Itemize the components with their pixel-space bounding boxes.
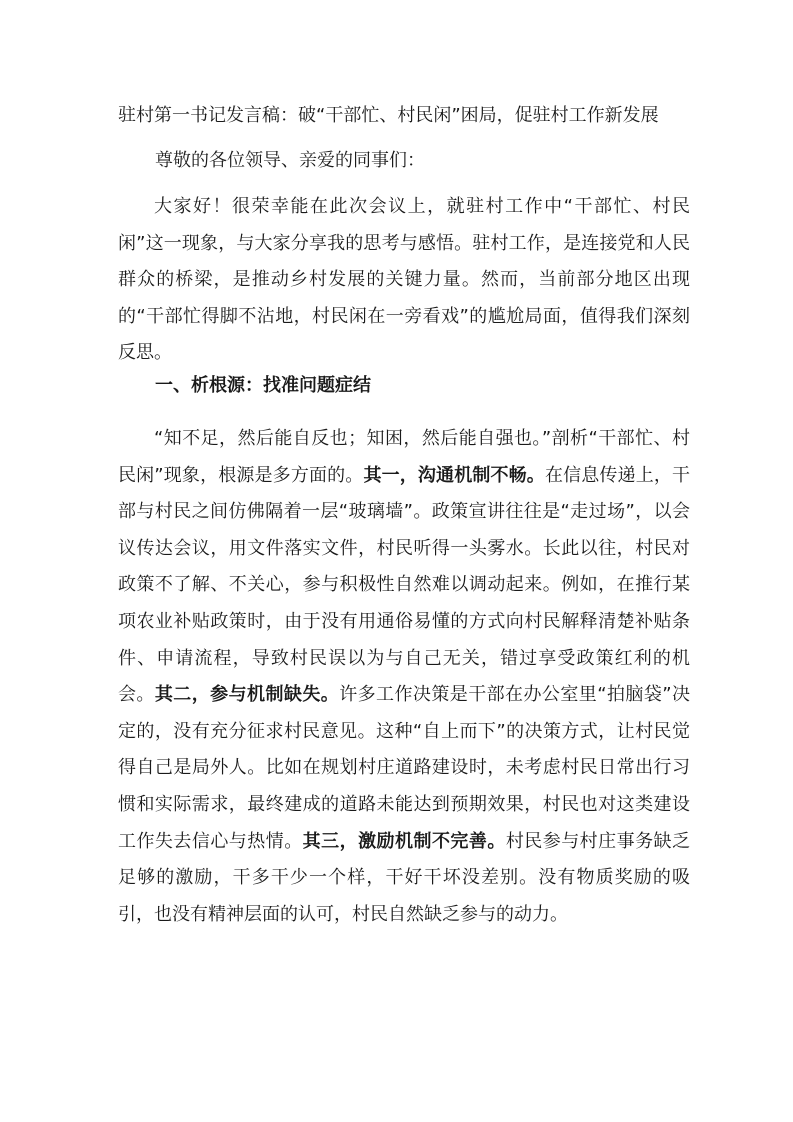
salutation: 尊敬的各位领导、亲爱的同事们： <box>155 150 425 171</box>
document-title: 驻村第一书记发言稿：破“干部忙、村民闲”困局，促驻村工作新发展 <box>118 105 659 126</box>
point-3-title: 其三，激励机制不完善。 <box>302 830 506 852</box>
point-2-title: 其二，参与机制缺失。 <box>154 684 340 706</box>
intro-paragraph: 大家好！很荣幸能在此次会议上，就驻村工作中“干部忙、村民闲”这一现象，与大家分享我的思考与感悟。驻村工作，是连接党和人民群众的桥梁，是推动乡村发展的关键力量。然而，当前部分地区出现的“干部忙得脚不沾地，村民闲在一旁看戏”的尴尬局面，值得我们深刻反思。 <box>118 196 690 364</box>
point-1-text: 在信息传递上，干部与村民之间仿佛隔着一层“玻璃墙”。政策宣讲往往是“走过场”，以会议传达会议，用文件落实文件，村民听得一头雾水。长此以往，村民对政策不了解、不关心，参与积极性自然难以调动起来。例如，在推行某项农业补贴政策时，由于没有用通俗易懂的方式向村民解释清楚补贴条件、申请流程，导致村民误以为与自己无关，错过享受政策红利的机会。 <box>118 464 691 706</box>
point-2-text: 许多工作决策是干部在办公室里“拍脑袋”决定的，没有充分征求村民意见。这种“自上而下”的决策方式，让村民觉得自己是局外人。比如在规划村庄道路建设时，未考虑村民日常出行习惯和实际需求，最终建成的道路未能达到预期效果，村民也对这类建设工作失去信心与热情。 <box>118 684 691 852</box>
section-paragraph <box>118 421 690 933</box>
section-lead: “知不足，然后能自反也；知困，然后能自强也。”剖析“干部忙、村民闲”现象，根源是多方面的。 <box>118 428 690 486</box>
point-1-title: 其一，沟通机制不畅。 <box>363 464 545 486</box>
point-3-text: 村民参与村庄事务缺乏足够的激励，干多干少一个样，干好干坏没差别。没有物质奖励的吸引，也没有精神层面的认可，村民自然缺乏参与的动力。 <box>118 830 691 925</box>
section-heading: 一、析根源：找准问题症结 <box>155 375 371 396</box>
